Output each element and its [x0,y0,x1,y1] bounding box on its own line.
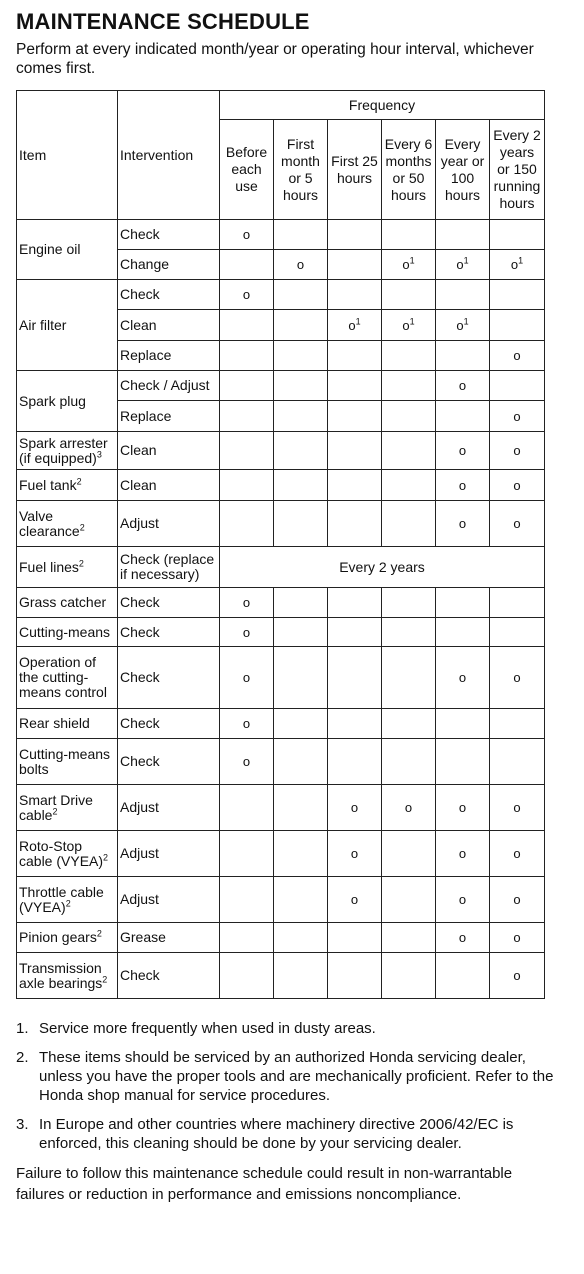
item-cell [17,647,118,709]
item-cell [17,739,118,785]
intervention-cell: Adjust [118,831,220,877]
frequency-cell [382,371,436,401]
frequency-cell [274,371,328,401]
frequency-cell [220,220,274,250]
interval-header: Before each use [220,120,274,220]
intervention-cell: Adjust [118,501,220,547]
frequency-cell [328,501,382,547]
item-label: Grass catcher [19,594,107,610]
interval-mark: o [458,800,467,815]
item-cell [17,709,118,739]
frequency-cell [220,470,274,501]
frequency-cell [490,432,545,470]
interval-header: Every year or 100 hours [436,120,490,220]
item-label: Rear shield [19,715,90,731]
interval-mark: o [242,670,251,685]
interval-mark: o [513,930,521,945]
frequency-cell [382,923,436,953]
frequency-cell [274,280,328,310]
frequency-cell [220,953,274,999]
interval-mark: o [513,800,521,815]
footnote-ref: 3 [96,448,102,459]
intervention-cell: Check [118,953,220,999]
frequency-cell [490,401,545,432]
interval-mark: o [348,317,356,333]
item-label: Cutting-means [19,623,111,640]
footnote-ref: 2 [78,557,84,568]
frequency-cell [328,877,382,923]
intervention-cell: Grease [118,923,220,953]
interval-mark: o [513,477,521,493]
interval-mark: o [242,624,251,640]
frequency-cell [328,401,382,432]
frequency-cell [328,953,382,999]
frequency-cell [382,432,436,470]
frequency-cell [436,220,490,250]
frequency-cell [220,432,274,470]
frequency-cell [490,785,545,831]
table-row [17,923,545,953]
item-column-header: Item [17,91,118,220]
footnote-number: 1. [16,1020,29,1037]
footnote-ref: 1 [518,255,524,266]
frequency-cell [490,470,545,501]
footnote-text: Service more frequently when used in dusty areas. [39,1020,376,1037]
interval-mark: o [513,408,521,424]
frequency-cell [436,470,490,501]
frequency-cell [220,341,274,371]
frequency-cell [382,341,436,371]
intervention-cell: Check [118,588,220,618]
frequency-cell [274,432,328,470]
table-row [17,877,545,923]
intervention-cell: Check [118,709,220,739]
frequency-cell [382,647,436,709]
frequency-cell [220,709,274,739]
item-label: Valve clearance [19,507,80,539]
footnote-ref: 2 [79,521,85,532]
interval-mark: o [350,892,359,907]
frequency-cell [490,501,545,547]
footnote-ref: 2 [103,851,109,862]
item-label: Transmission axle bearings [19,959,103,991]
item-label: Air filter [19,316,67,333]
frequency-cell [436,501,490,547]
intervention-cell: Adjust [118,785,220,831]
item-cell [17,547,118,588]
interval-mark: o [458,846,467,861]
frequency-cell [328,647,382,709]
frequency-cell [490,341,545,371]
frequency-cell [220,371,274,401]
frequency-cell [490,280,545,310]
frequency-cell [328,470,382,501]
frequency-cell [328,739,382,785]
frequency-cell [436,588,490,618]
frequency-cell [436,831,490,877]
interval-mark: o [513,348,521,363]
footnote-number: 3. [16,1116,29,1133]
frequency-cell [382,831,436,877]
frequency-cell [436,250,490,280]
item-label: Roto-Stop cable (VYEA) [19,837,104,869]
frequency-cell [274,877,328,923]
table-row [17,739,545,785]
frequency-cell [382,280,436,310]
frequency-cell [490,310,545,341]
interval-mark: o [350,800,359,815]
interval-mark: o [404,800,413,815]
intervention-cell: Check / Adjust [118,371,220,401]
table-row [17,588,545,618]
frequency-cell [490,588,545,618]
table-row [17,547,545,588]
frequency-cell [220,401,274,432]
frequency-cell [274,341,328,371]
frequency-cell [436,432,490,470]
frequency-cell [328,618,382,647]
frequency-cell [436,739,490,785]
frequency-cell [382,220,436,250]
frequency-cell [490,831,545,877]
frequency-cell [274,618,328,647]
item-cell [17,923,118,953]
item-label: Smart Drive cable [19,791,93,823]
frequency-cell [382,709,436,739]
intro-text: Perform at every indicated month/year or operating hour interval, whichever comes first. [16,41,534,77]
frequency-cell [274,785,328,831]
frequency-cell [436,341,490,371]
item-cell [17,470,118,501]
frequency-cell [382,470,436,501]
interval-mark: o [510,257,519,272]
table-row [17,785,545,831]
frequency-cell [382,618,436,647]
interval-mark: o [458,443,467,458]
table-row [17,501,545,547]
frequency-cell [490,953,545,999]
frequency-cell [220,280,274,310]
interval-header: Every 2 years or 150 running hours [490,120,545,220]
item-cell [17,371,118,432]
item-label: Operation of the cutting-means control [19,654,107,700]
frequency-cell [382,588,436,618]
frequency-cell [382,250,436,280]
frequency-cell [382,310,436,341]
intervention-cell: Replace [118,341,220,371]
table-row [17,220,545,250]
interval-mark: o [458,892,467,907]
interval-mark: o [458,670,467,685]
footnote-ref: 2 [52,805,58,816]
frequency-cell [274,709,328,739]
footnote-ref: 2 [102,973,108,984]
table-row [17,709,545,739]
frequency-cell [436,953,490,999]
frequency-cell [274,953,328,999]
frequency-cell [328,588,382,618]
frequency-cell [436,371,490,401]
table-row [17,831,545,877]
frequency-cell [382,877,436,923]
frequency-cell [490,250,545,280]
footnote-text: In Europe and other countries where machinery directive 2006/42/EC is enforced, this cleaning should be done by your servicing dealer. [39,1116,514,1152]
frequency-cell [436,618,490,647]
interval-mark: o [456,257,464,272]
intervention-cell: Clean [118,432,220,470]
frequency-cell [490,739,545,785]
interval-mark: o [513,443,521,458]
frequency-cell [220,588,274,618]
intervention-cell: Replace [118,401,220,432]
table-row [17,371,545,401]
item-label: Spark arrester (if equipped) [19,434,108,466]
frequency-cell [490,709,545,739]
frequency-cell [328,310,382,341]
frequency-cell [436,877,490,923]
intervention-cell: Clean [118,470,220,501]
intervention-cell: Check (replace if necessary) [118,547,220,588]
footnote-ref: 1 [355,316,361,327]
item-label: Fuel tank [19,476,77,493]
table-row [17,647,545,709]
frequency-cell [274,220,328,250]
interval-mark: o [242,716,251,731]
frequency-cell [382,501,436,547]
item-label: Spark plug [19,392,86,409]
frequency-cell [328,280,382,310]
interval-mark: o [242,287,251,302]
frequency-cell [328,432,382,470]
interval-mark: o [350,846,359,861]
item-cell [17,785,118,831]
item-cell [17,280,118,371]
interval-header: First 25 hours [328,120,382,220]
frequency-cell [328,831,382,877]
schedule-body [17,220,545,999]
item-cell [17,501,118,547]
interval-mark: o [513,846,521,861]
frequency-cell [274,647,328,709]
footnote-item [16,1019,556,1038]
frequency-cell [436,785,490,831]
frequency-cell [274,588,328,618]
interval-header: First month or 5 hours [274,120,328,220]
frequency-cell [274,250,328,280]
frequency-cell [328,250,382,280]
footnote-item [16,1048,556,1105]
table-row [17,953,545,999]
footnote-ref: 2 [96,928,102,939]
table-row [17,470,545,501]
maintenance-table [16,90,545,999]
table-row [17,432,545,470]
footnote-text: These items should be serviced by an authorized Honda servicing dealer, unless you have the proper tools and are mechanically proficient. Refer to the Honda shop manual for service procedures. [39,1049,554,1104]
frequency-cell [274,739,328,785]
frequency-cell [328,220,382,250]
frequency-cell [436,709,490,739]
item-label: Engine oil [19,241,81,257]
frequency-cell [328,709,382,739]
interval-mark: o [296,257,305,272]
frequency-cell [436,310,490,341]
intervention-cell: Check [118,739,220,785]
intervention-column-header: Intervention [118,91,220,220]
frequency-cell [328,785,382,831]
item-label: Fuel lines [19,558,79,575]
frequency-cell [274,401,328,432]
item-cell [17,588,118,618]
frequency-cell [220,501,274,547]
interval-mark: o [513,516,521,531]
frequency-cell [220,250,274,280]
frequency-cell [274,831,328,877]
interval-mark: o [242,595,251,610]
frequency-cell [490,877,545,923]
frequency-cell [220,310,274,341]
interval-mark: o [513,892,521,907]
frequency-cell [382,739,436,785]
footnotes [16,1019,556,1153]
interval-mark: o [458,378,467,393]
intervention-cell: Adjust [118,877,220,923]
item-label: Throttle cable (VYEA) [19,883,104,915]
frequency-cell [490,371,545,401]
frequency-header: Frequency [220,91,545,120]
interval-mark: o [242,754,251,769]
frequency-cell [220,618,274,647]
intervention-cell: Change [118,250,220,280]
footnote-ref: 2 [65,897,71,908]
footnote-number: 2. [16,1049,29,1066]
footnote-ref: 1 [463,316,469,327]
table-row [17,618,545,647]
frequency-cell [382,401,436,432]
frequency-cell [490,618,545,647]
frequency-cell [382,953,436,999]
intervention-cell: Check [118,220,220,250]
interval-mark: o [458,477,467,493]
interval-mark: o [513,670,521,685]
frequency-cell [220,877,274,923]
frequency-cell [274,470,328,501]
frequency-cell [328,371,382,401]
frequency-cell [490,220,545,250]
frequency-span-cell: Every 2 years [220,547,545,588]
footnote-item [16,1115,556,1153]
frequency-cell [490,647,545,709]
interval-mark: o [242,227,251,242]
frequency-cell [220,785,274,831]
intervention-cell: Check [118,280,220,310]
interval-mark: o [402,257,410,272]
frequency-cell [436,647,490,709]
item-cell [17,877,118,923]
footnote-ref: 1 [409,316,415,327]
intervention-cell: Check [118,647,220,709]
frequency-cell [436,401,490,432]
interval-mark: o [458,930,467,945]
footnote-ref: 1 [409,255,415,266]
frequency-cell [220,739,274,785]
frequency-cell [220,923,274,953]
item-cell [17,220,118,280]
interval-mark: o [513,968,521,983]
frequency-cell [436,280,490,310]
frequency-cell [436,923,490,953]
frequency-cell [382,785,436,831]
footnote-ref: 1 [463,255,469,266]
page-title: MAINTENANCE SCHEDULE [16,9,310,34]
item-cell [17,953,118,999]
item-label: Pinion gears [19,929,97,945]
interval-header: Every 6 months or 50 hours [382,120,436,220]
frequency-cell [220,831,274,877]
item-label: Cutting-means bolts [19,745,111,777]
frequency-cell [220,647,274,709]
footnote-ref: 2 [76,475,82,486]
intervention-cell: Clean [118,310,220,341]
frequency-cell [328,923,382,953]
frequency-cell [328,341,382,371]
interval-mark: o [402,317,410,333]
intervention-cell: Check [118,618,220,647]
table-row [17,280,545,310]
frequency-cell [490,923,545,953]
interval-mark: o [456,317,464,333]
item-cell [17,432,118,470]
frequency-cell [274,501,328,547]
interval-mark: o [458,516,467,531]
item-cell [17,831,118,877]
frequency-cell [274,310,328,341]
item-cell [17,618,118,647]
closing-warning: Failure to follow this maintenance schedule could result in non-warrantable failures or reduction in performance and emissions noncompliance. [16,1165,513,1203]
frequency-cell [274,923,328,953]
